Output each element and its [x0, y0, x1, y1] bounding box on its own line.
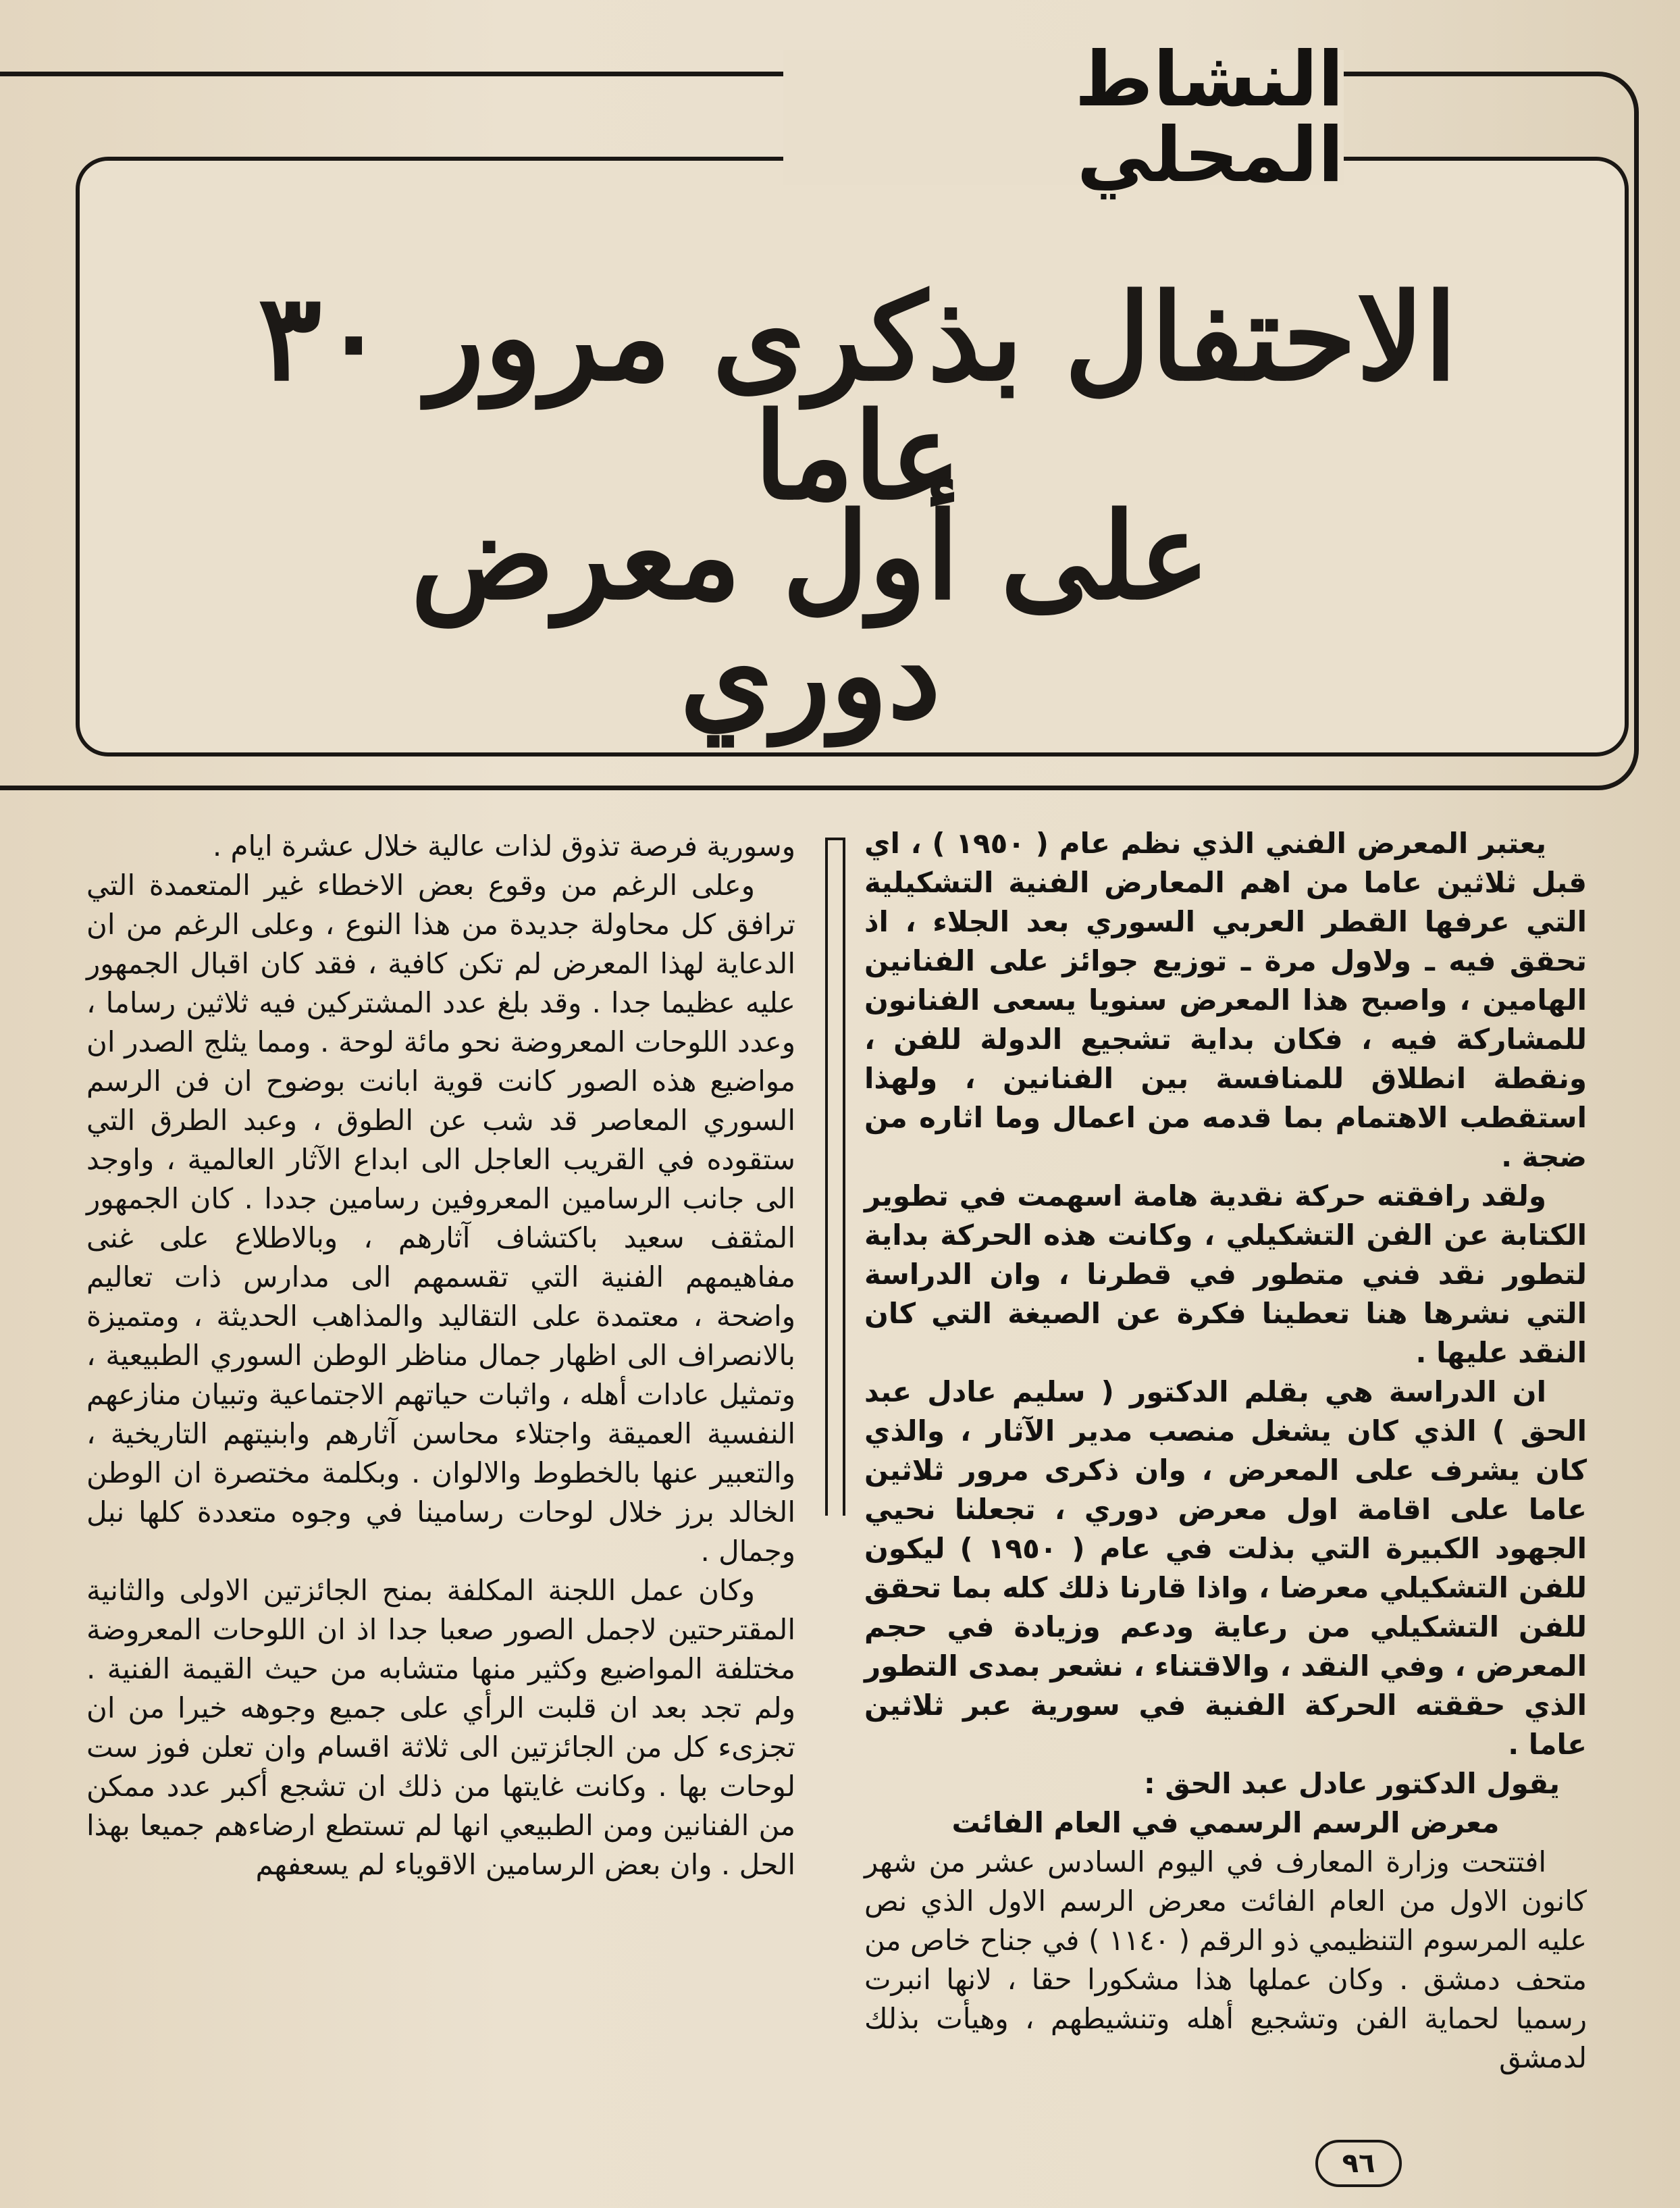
- paragraph: يقول الدكتور عادل عبد الحق :: [1143, 1767, 1560, 1800]
- headline-line-2: على أول معرض دوري: [411, 486, 1210, 745]
- headline-line-1: الاحتفال بذكرى مرور ٣٠ عاما: [258, 267, 1457, 526]
- page-number: ٩٦: [1315, 2140, 1402, 2187]
- paragraph: ولقد رافقته حركة نقدية هامة اسهمت في تطوير الكتابة عن الفن التشكيلي ، وكانت هذه الحركة بداية لتطور نقد فني متطور في قطرنا ، وان الدراسة التي نشرها هنا تعطينا فكرة عن الصيغة التي كان النقد عليها .: [864, 1179, 1587, 1369]
- section-title: النشاط المحلي: [783, 50, 1344, 185]
- article-column-left: [86, 827, 795, 1884]
- paragraph: يعتبر المعرض الفني الذي نظم عام ( ١٩٥٠ ) ، اي قبل ثلاثين عاما من اهم المعارض الفنية التشكيلية التي عرفها القطر العربي السوري بعد الجلاء ، اذ تحقق فيه ـ ولاول مرة ـ توزيع جوائز على الفنانين الهامين ، واصبح هذا المعرض سنويا يسعى الفنانون للمشاركة فيه ، فكان بداية تشجيع الدولة للفن ، ونقطة انطلاق للمنافسة بين الفنانين ، ولهذا استقطب الاهتمام بما قدمه من اعمال وما اثاره من ضجة .: [864, 827, 1587, 1173]
- paragraph: وسورية فرصة تذوق لذات عالية خلال عشرة ايام .: [212, 829, 795, 863]
- paragraph: ان الدراسة هي بقلم الدكتور ( سليم عادل عبد الحق ) الذي كان يشغل منصب مدير الآثار ، والذي كان يشرف على المعرض ، وان ذكرى مرور ثلاثين عاما على اقامة اول معرض دوري ، تجعلنا نحيي الجهود الكبيرة التي بذلت في عام ( ١٩٥٠ ) ليكون للفن التشكيلي معرضا ، واذا قارنا ذلك كله بما تحقق للفن التشكيلي من رعاية ودعم وزيادة في حجم المعرض ، وفي النقد ، والاقتناء ، نشعر بمدى التطور الذي حققته الحركة الفنية في سورية عبر ثلاثين عاما .: [864, 1375, 1587, 1761]
- article-subheading: معرض الرسم الرسمي في العام الفائت: [951, 1806, 1500, 1839]
- article-column-right: [864, 824, 1587, 2078]
- paragraph: افتتحت وزارة المعارف في اليوم السادس عشر من شهر كانون الاول من العام الفائت معرض الرسم الاول الذي نص عليه المرسوم التنظيمي ذو الرقم ( ١١٤٠ ) في جناح خاص من متحف دمشق . وكان عملها هذا مشكورا حقا ، لانها انبرت رسميا لحماية الفن وتشجيع أهله وتنشيطهم ، وهيأت بذلك لدمشق: [864, 1845, 1587, 2074]
- paragraph: وعلى الرغم من وقوع بعض الاخطاء غير المتعمدة التي ترافق كل محاولة جديدة من هذا النوع ، وعلى الرغم من ان الدعاية لهذا المعرض لم تكن كافية ، فقد كان اقبال الجمهور عليه عظيما جدا . وقد بلغ عدد المشتركين فيه ثلاثين رساما ، وعدد اللوحات المعروضة نحو مائة لوحة . ومما يثلج الصدر ان مواضيع هذه الصور كانت قوية ابانت بوضوح ان فن الرسم السوري المعاصر قد شب عن الطوق ، وعبد الطرق التي ستقوده في القريب العاجل الى ابداع الآثار العالمية ، واوجد الى جانب الرسامين المعروفين رسامين جددا . كان الجمهور المثقف سعيد باكتشاف آثارهم ، وبالاطلاع على غنى مفاهيمهم الفنية التي تقسمهم الى مدارس ذات تعاليم واضحة ، معتمدة على التقاليد والمذاهب الحديثة ، ومتميزة بالانصراف الى اظهار جمال مناظر الوطن السوري الطبيعية ، وتمثيل عادات أهله ، واثبات حياتهم الاجتماعية وتبيان منازعهم النفسية العميقة واجتلاء محاسن آثارهم وابنيتهم التاريخية ، والتعبير عنها بالخطوط والالوان . وبكلمة مختصرة ان الوطن الخالد برز خلال لوحات رسامينا في وجوه متعددة كلها نبل وجمال .: [86, 869, 795, 1568]
- column-divider: [825, 838, 845, 1516]
- paragraph: وكان عمل اللجنة المكلفة بمنح الجائزتين الاولى والثانية المقترحتين لاجمل الصور صعبا جدا اذ ان اللوحات المعروضة مختلفة المواضيع وكثير منها متشابه من حيث القيمة الفنية . ولم تجد بعد ان قلبت الرأي على جميع وجوهه خيرا من ان تجزىء كل من الجائزتين الى ثلاثة اقسام وان تعلن فوز ست لوحات بها . وكانت غايتها من ذلك ان تشجع أكبر عدد ممكن من الفنانين ومن الطبيعي انها لم تستطع ارضاءهم جميعا بهذا الحل . وان بعض الرسامين الاقوياء لم يسعفهم: [86, 1574, 795, 1881]
